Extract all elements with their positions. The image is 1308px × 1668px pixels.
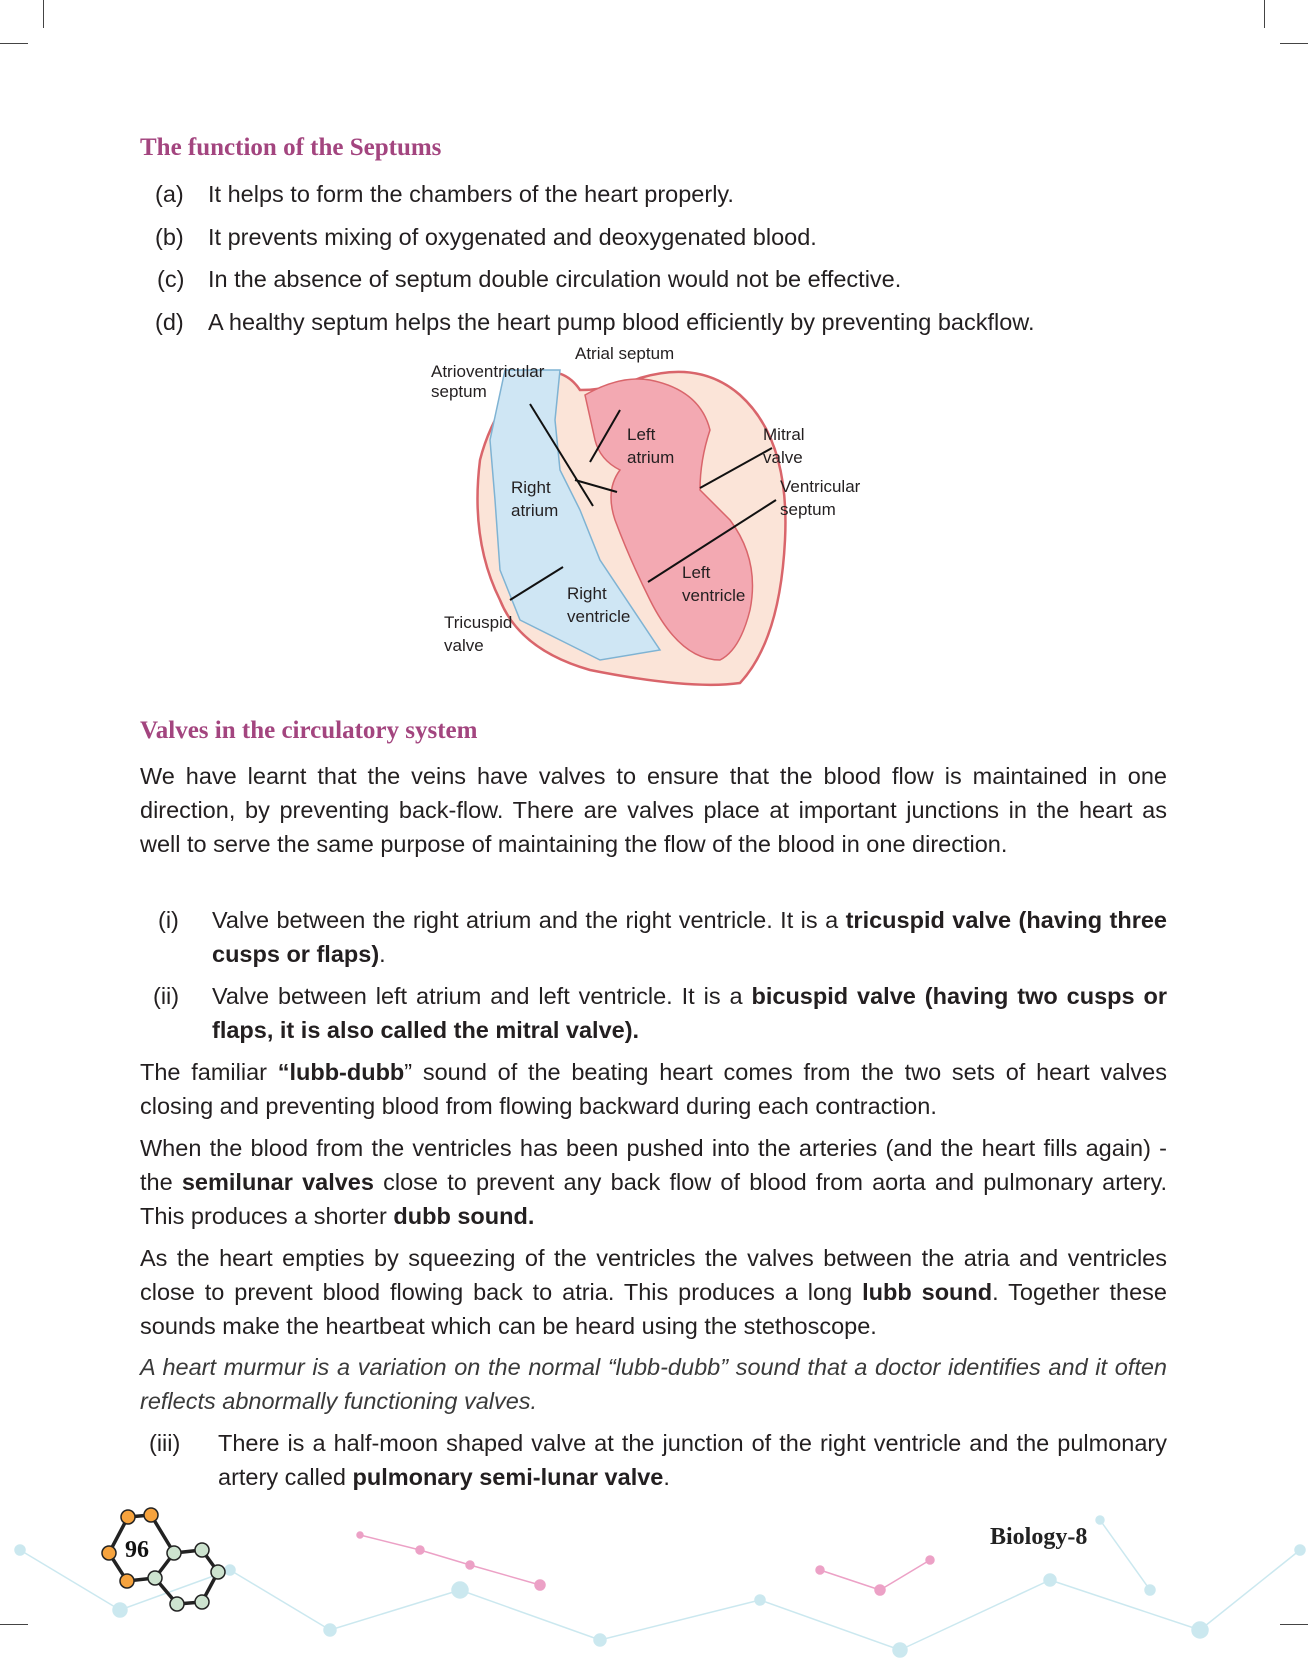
label-av-septum: septum xyxy=(431,382,487,401)
list-text: Valve between left atrium and left ventricle. It is a xyxy=(212,983,752,1009)
list-text: . xyxy=(379,941,386,967)
lubb-dubb-paragraph: The familiar “lubb-dubb” sound of the beating heart comes from the two sets of heart valves closing and preventing blood from flowing backward during each contraction. xyxy=(140,1059,1167,1119)
list-text: There is a half-moon shaped valve at the junction of the right ventricle and the pulmonary artery called xyxy=(218,1430,1167,1490)
label-left-atrium: atrium xyxy=(627,448,675,467)
list-text-bold: tricuspid valve (having three cusps or flaps) xyxy=(212,907,1168,967)
list-marker: (d) xyxy=(155,309,184,335)
label-right-ventricle: Right xyxy=(567,584,607,603)
list-marker: (b) xyxy=(155,224,184,250)
label-mitral-valve: Mitral xyxy=(763,425,805,444)
page-number: 96 xyxy=(125,1537,149,1563)
list-marker: (iii) xyxy=(149,1430,181,1456)
heart-murmur-note: A heart murmur is a variation on the normal “lubb-dubb” sound that a doctor identifies and it often reflects abnormally functioning valves. xyxy=(140,1354,1167,1414)
label-left-atrium: Left xyxy=(627,425,656,444)
semilunar-paragraph: When the blood from the ventricles has been pushed into the arteries (and the heart fills again) -the semilunar valves close to prevent any back flow of blood from aorta and pulmonary artery. This produces a shorter dubb sound. xyxy=(140,1135,1167,1229)
label-ventricular-septum: Ventricular xyxy=(780,477,861,496)
book-title: Biology-8 xyxy=(990,1524,1088,1550)
list-item-ii xyxy=(153,979,1167,1047)
label-atrial-septum: Atrial septum xyxy=(575,344,675,363)
label-mitral-valve: valve xyxy=(763,448,803,467)
label-right-atrium: Right xyxy=(511,478,551,497)
page-number-hexagon-logo xyxy=(90,1500,240,1620)
list-marker: (a) xyxy=(155,181,184,207)
list-marker: (i) xyxy=(158,907,179,933)
label-av-septum: Atrioventricular xyxy=(431,362,545,381)
label-ventricular-septum: septum xyxy=(780,500,836,519)
list-marker: (ii) xyxy=(153,983,180,1009)
label-right-atrium: atrium xyxy=(511,501,559,520)
list-text: A healthy septum helps the heart pump blood efficiently by preventing backflow. xyxy=(208,309,1035,335)
label-right-ventricle: ventricle xyxy=(567,607,631,626)
lubb-sound-paragraph: As the heart empties by squeezing of the ventricles the valves between the atria and ventricles close to prevent blood flowing back to atria. This produces a long lubb sound. Together these sounds make the heartbeat which can be heard using the stethoscope. xyxy=(140,1245,1167,1339)
valves-intro-paragraph: We have learnt that the veins have valves to ensure that the blood flow is maintained in one direction, by preventing back-flow. There are valves place at important junctions in the heart as well to serve the same purpose of maintaining the flow of the blood in one direction. xyxy=(140,763,1167,857)
section-heading-valves: Valves in the circulatory system xyxy=(140,717,478,744)
label-left-ventricle: Left xyxy=(682,563,711,582)
label-left-ventricle: ventricle xyxy=(682,586,746,605)
section-heading-septums: The function of the Septums xyxy=(140,134,442,161)
list-text: It prevents mixing of oxygenated and deoxygenated blood. xyxy=(208,224,817,250)
list-item-iii xyxy=(149,1426,1167,1494)
label-tricuspid-valve: valve xyxy=(444,636,484,655)
list-text-bold: pulmonary semi-lunar valve xyxy=(352,1464,664,1490)
list-text-bold: bicuspid valve (having two cusps or flaps, it is also called the mitral valve). xyxy=(212,983,1167,1043)
list-text: Valve between the right atrium and the right ventricle. It is a xyxy=(212,907,846,933)
label-tricuspid-valve: Tricuspid xyxy=(444,613,513,632)
list-text: . xyxy=(663,1464,670,1490)
list-text: In the absence of septum double circulation would not be effective. xyxy=(208,266,902,292)
list-text: It helps to form the chambers of the heart properly. xyxy=(208,181,734,207)
list-marker: (c) xyxy=(157,266,185,292)
list-item-i xyxy=(158,903,1167,971)
